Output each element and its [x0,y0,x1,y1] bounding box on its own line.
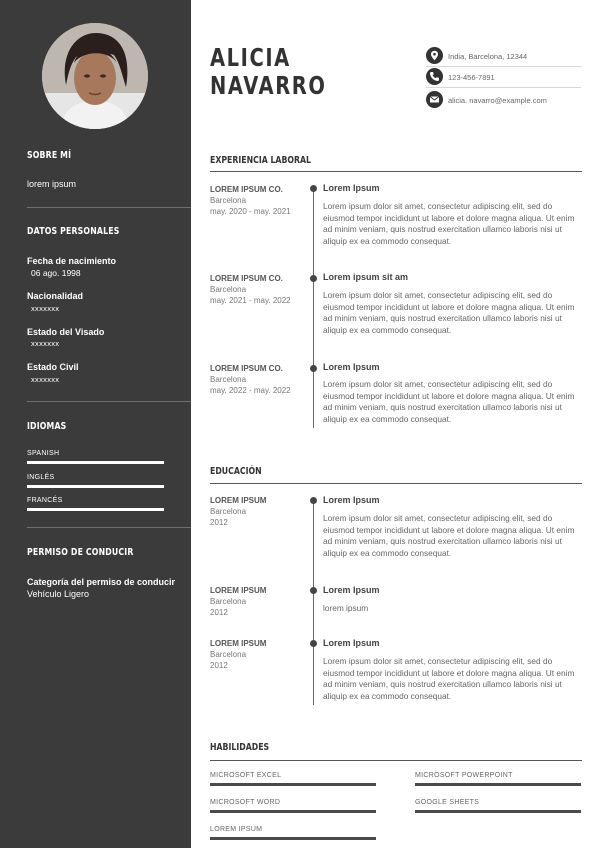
skills-heading: HABILIDADES [210,742,270,753]
timeline-dot [310,587,317,594]
last-name: NAVARRO [210,71,327,100]
skill-name: GOOGLE SHEETS [415,799,480,806]
skill-level-bar [415,783,581,786]
education-year: 2012 [210,661,228,670]
timeline-dot [310,365,317,372]
phone-icon [426,68,443,85]
about-heading: SOBRE MÍ [27,150,72,161]
about-text: lorem ipsum [27,179,77,189]
nationality-value: xxxxxxx [31,304,60,313]
education-city: Barcelona [210,507,247,516]
divider [27,207,191,208]
timeline-dot [310,185,317,192]
education-year: 2012 [210,518,228,527]
timeline-dot [310,497,317,504]
civil-status-value: xxxxxxx [31,375,60,384]
timeline-dot [310,275,317,282]
license-heading: PERMISO DE CONDUCIR [27,547,134,558]
education-description: Lorem ipsum dolor sit amet, consectetur adipiscing elit, sed do eiusmod tempor incididunt ut labore et dolore magna aliqua. Ut enim ad minim veniam, quis nostrud exercitation ullamco laboris nisi ut aliquip ex ea commodo consequat. [323,656,575,701]
language-name: SPANISH [27,450,60,457]
education-org: LOREM IPSUM [210,639,267,648]
skill-name: MICROSOFT EXCEL [210,772,282,779]
contact-divider [426,87,581,88]
section-divider [210,760,582,761]
contact-divider [426,66,581,67]
skill-name: MICROSOFT POWERPOINT [415,772,513,779]
experience-city: Barcelona [210,196,247,205]
skill-level-bar [210,810,376,813]
education-city: Barcelona [210,650,247,659]
skill-name: MICROSOFT WORD [210,799,281,806]
education-year: 2012 [210,608,228,617]
email-text[interactable]: alicia. navarro@example.com [448,96,547,105]
section-divider [210,171,582,172]
visa-value: xxxxxxx [31,339,60,348]
experience-title: Lorem Ipsum [323,362,380,372]
civil-status-label: Estado Civil [27,362,79,372]
license-label: Categoría del permiso de conducir [27,577,176,587]
experience-dates: may. 2021 - may. 2022 [210,296,291,305]
education-timeline [313,500,314,705]
education-title: Lorem Ipsum [323,495,380,505]
experience-dates: may. 2022 - may. 2022 [210,386,291,395]
profile-photo [42,23,148,129]
education-title: Lorem Ipsum [323,585,380,595]
experience-description: Lorem ipsum dolor sit amet, consectetur adipiscing elit, sed do eiusmod tempor incididunt ut labore et dolore magna aliqua. Ut enim ad minim veniam, quis nostrud exercitation ullamco laboris nisi ut aliquip ex ea commodo consequat. [323,201,575,246]
experience-timeline [313,188,314,428]
section-divider [210,483,582,484]
address-text: India, Barcelona, 12344 [448,52,528,61]
experience-description: Lorem ipsum dolor sit amet, consectetur adipiscing elit, sed do eiusmod tempor incididunt ut labore et dolore magna aliqua. Ut enim ad minim veniam, quis nostrud exercitation ullamco laboris nisi ut aliquip ex ea commodo consequat. [323,290,575,335]
email-icon [426,91,443,108]
first-name: ALICIA [210,43,291,72]
experience-city: Barcelona [210,375,247,384]
education-description: lorem ipsum [323,603,369,613]
language-level-bar [27,461,164,464]
divider [27,527,191,528]
education-heading: EDUCACIÓN [210,466,262,477]
license-value: Vehículo Ligero [27,589,90,599]
nationality-label: Nacionalidad [27,291,84,301]
experience-org: LOREM IPSUM CO. [210,185,283,194]
language-level-bar [27,508,164,511]
education-org: LOREM IPSUM [210,496,267,505]
experience-heading: EXPERIENCIA LABORAL [210,155,312,166]
education-org: LOREM IPSUM [210,586,267,595]
language-name: INGLÉS [27,474,55,481]
birthdate-value: 06 ago. 1998 [31,268,81,278]
education-city: Barcelona [210,597,247,606]
location-pin-icon [426,47,443,64]
language-level-bar [27,485,164,488]
experience-title: Lorem ipsum sit am [323,272,409,282]
experience-org: LOREM IPSUM CO. [210,274,283,283]
experience-dates: may. 2020 - may. 2021 [210,207,291,216]
phone-text: 123-456-7891 [448,73,495,82]
languages-heading: IDIOMAS [27,421,67,432]
divider [27,401,191,402]
skill-level-bar [210,837,376,840]
personal-heading: DATOS PERSONALES [27,226,120,237]
language-name: FRANCÉS [27,497,63,504]
visa-label: Estado del Visado [27,327,105,337]
education-title: Lorem Ipsum [323,638,380,648]
experience-org: LOREM IPSUM CO. [210,364,283,373]
experience-description: Lorem ipsum dolor sit amet, consectetur adipiscing elit, sed do eiusmod tempor incididunt ut labore et dolore magna aliqua. Ut enim ad minim veniam, quis nostrud exercitation ullamco laboris nisi ut aliquip ex ea commodo consequat. [323,379,575,424]
skill-name: LOREM IPSUM [210,826,263,833]
skill-level-bar [210,783,376,786]
education-description: Lorem ipsum dolor sit amet, consectetur adipiscing elit, sed do eiusmod tempor incididunt ut labore et dolore magna aliqua. Ut enim ad minim veniam, quis nostrud exercitation ullamco laboris nisi ut aliquip ex ea commodo consequat. [323,513,575,558]
experience-city: Barcelona [210,285,247,294]
experience-title: Lorem Ipsum [323,183,380,193]
sidebar [0,0,191,848]
birthdate-label: Fecha de nacimiento [27,256,117,266]
skill-level-bar [415,810,581,813]
timeline-dot [310,640,317,647]
